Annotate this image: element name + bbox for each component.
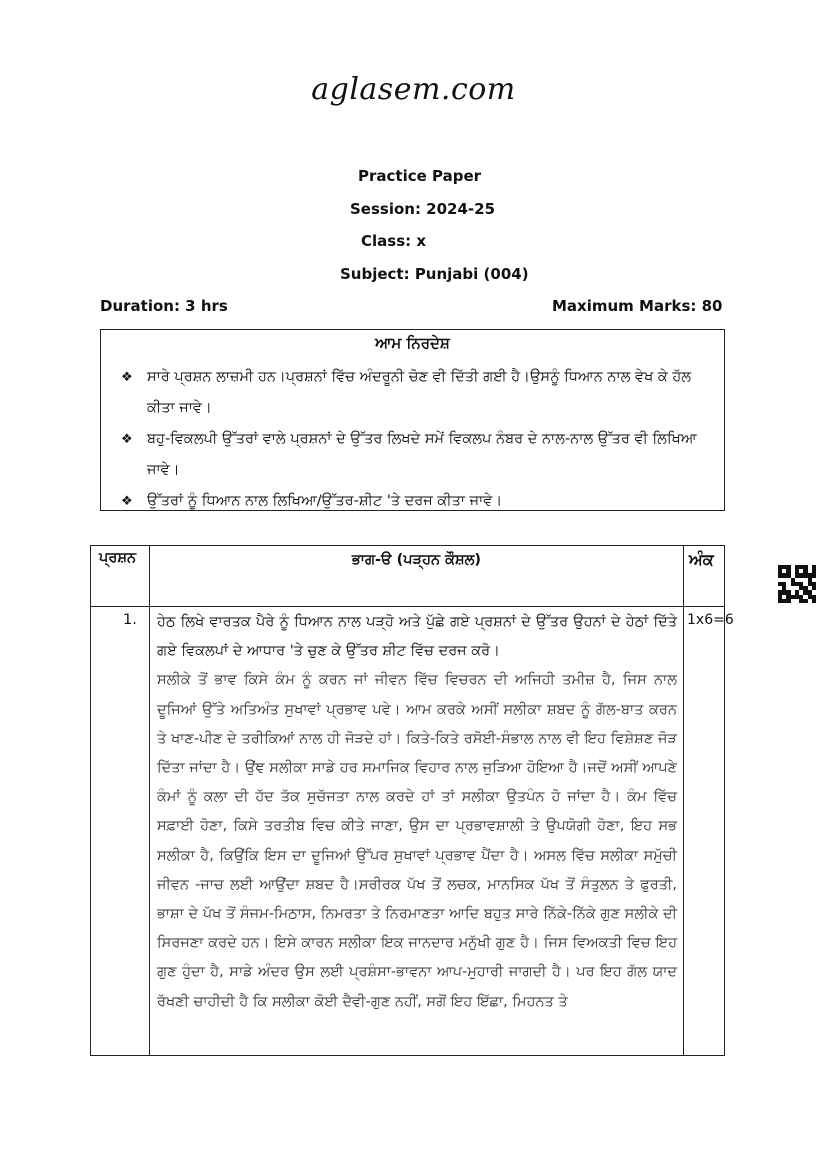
diamond-bullet-icon: ❖	[121, 370, 133, 385]
header-question: ਪ੍ਰਸ਼ਨ	[99, 550, 137, 566]
header-section: ਭਾਗ-ੳ (ਪੜ੍ਹਨ ਕੌਸ਼ਲ)	[351, 552, 482, 568]
question-marks: 1x6=6	[687, 612, 734, 628]
diamond-bullet-icon: ❖	[121, 494, 133, 509]
instruction-text: ਬਹੁ-ਵਿਕਲਪੀ ਉੱਤਰਾਂ ਵਾਲੇ ਪ੍ਰਸ਼ਨਾਂ ਦੇ ਉੱਤਰ ਲਿਖਦੇ ਸਮੇਂ ਵਿਕਲਪ ਨੰਬਰ ਦੇ ਨਾਲ-ਨਾਲ ਉੱਤਰ ਵੀ ਲਿਖਿਆ ਜਾਵੇ।	[147, 431, 697, 478]
subject-label: Subject: Punjabi (004)	[340, 265, 529, 283]
instructions-list	[117, 362, 717, 517]
site-logo: aglasem.com	[311, 72, 516, 107]
qr-code-icon	[778, 565, 816, 603]
column-divider	[683, 546, 684, 1055]
diamond-bullet-icon: ❖	[121, 432, 133, 447]
question-instruction: ਹੇਠ ਲਿਖੇ ਵਾਰਤਕ ਪੈਰੇ ਨੂੰ ਧਿਆਨ ਨਾਲ ਪੜ੍ਹੋ ਅਤੇ ਪੁੱਛੇ ਗਏ ਪ੍ਰਸ਼ਨਾਂ ਦੇ ਉੱਤਰ ਉਹਨਾਂ ਦੇ ਹੇਠਾਂ ਦਿੱਤੇ ਗਏ ਵਿਕਲਪਾਂ ਦੇ ਆਧਾਰ 'ਤੇ ਚੁਣ ਕੇ ਉੱਤਰ ਸ਼ੀਟ ਵਿੱਚ ਦਰਜ ਕਰੋ।	[157, 614, 677, 660]
reading-passage: ਸਲੀਕੇ ਤੋਂ ਭਾਵ ਕਿਸੇ ਕੰਮ ਨੂੰ ਕਰਨ ਜਾਂ ਜੀਵਨ ਵਿੱਚ ਵਿਚਰਨ ਦੀ ਅਜਿਹੀ ਤਮੀਜ਼ ਹੈ, ਜਿਸ ਨਾਲ ਦੂਜਿਆਂ ਉੱਤੇ ਅਤਿਅੰਤ ਸੁਖਾਵਾਂ ਪ੍ਰਭਾਵ ਪਵੇ। ਆਮ ਕਰਕੇ ਅਸੀਂ ਸਲੀਕਾ ਸ਼ਬਦ ਨੂੰ ਗੱਲ-ਬਾਤ ਕਰਨ ਤੇ ਖਾਣ-ਪੀਣ ਦੇ ਤਰੀਕਿਆਂ ਨਾਲ ਹੀ ਜੋੜਦੇ ਹਾਂ। ਕਿਤੇ-ਕਿਤੇ ਰਸੋਈ-ਸੰਭਾਲ ਨਾਲ ਵੀ ਇਹ ਵਿਸ਼ੇਸ਼ਣ ਜੋੜ ਦਿੱਤਾ ਜਾਂਦਾ ਹੈ। ਉਂਞ ਸਲੀਕਾ ਸਾਡੇ ਹਰ ਸਮਾਜਿਕ ਵਿਹਾਰ ਨਾਲ ਜੁੜਿਆ ਹੋਇਆ ਹੈ।ਜਦੋਂ ਅਸੀਂ ਆਪਣੇ ਕੰਮਾਂ ਨੂੰ ਕਲਾ ਦੀ ਹੱਦ ਤੱਕ ਸੁਚੱਜਤਾ ਨਾਲ ਕਰਦੇ ਹਾਂ ਤਾਂ ਸਲੀਕਾ ਉਤਪੰਨ ਹੋ ਜਾਂਦਾ ਹੈ। ਕੰਮ ਵਿੱਚ ਸਫ਼ਾਈ ਹੋਣਾ, ਕਿਸੇ ਤਰਤੀਬ ਵਿਚ ਕੀਤੇ ਜਾਣਾ, ਉਸ ਦਾ ਪ੍ਰਭਾਵਸ਼ਾਲੀ ਤੇ ਉਪਯੋਗੀ ਹੋਣਾ, ਇਹ ਸਭ ਸਲੀਕਾ ਹੈ, ਕਿਉਂਕਿ ਇਸ ਦਾ ਦੂਜਿਆਂ ਉੱਪਰ ਸੁਖਾਵਾਂ ਪ੍ਰਭਾਵ ਪੈਂਦਾ ਹੈ। ਅਸਲ ਵਿੱਚ ਸਲੀਕਾ ਸਮੁੱਚੀ ਜੀਵਨ -ਜਾਚ ਲਈ ਆਉਂਦਾ ਸ਼ਬਦ ਹੈ।ਸਰੀਰਕ ਪੱਖ ਤੋਂ ਲਚਕ, ਮਾਨਸਿਕ ਪੱਖ ਤੋਂ ਸੰਤੁਲਨ ਤੇ ਫੁਰਤੀ, ਭਾਸ਼ਾ ਦੇ ਪੱਖ ਤੋਂ ਸੰਜਮ-ਮਿਠਾਸ, ਨਿਮਰਤਾ ਤੇ ਨਿਰਮਾਣਤਾ ਆਦਿ ਬਹੁਤ ਸਾਰੇ ਨਿੱਕੇ-ਨਿੱਕੇ ਗੁਣ ਸਲੀਕੇ ਦੀ ਸਿਰਜਣਾ ਕਰਦੇ ਹਨ। ਇਸੇ ਕਾਰਨ ਸਲੀਕਾ ਇਕ ਜਾਨਦਾਰ ਮਨੁੱਖੀ ਗੁਣ ਹੈ। ਜਿਸ ਵਿਅਕਤੀ ਵਿਚ ਇਹ ਗੁਣ ਹੁੰਦਾ ਹੈ, ਸਾਡੇ ਅੰਦਰ ਉਸ ਲਈ ਪ੍ਰਸ਼ੰਸਾ-ਭਾਵਨਾ ਆਪ-ਮੁਹਾਰੀ ਜਾਗਦੀ ਹੈ। ਪਰ ਇਹ ਗੱਲ ਯਾਦ ਰੱਖਣੀ ਚਾਹੀਦੀ ਹੈ ਕਿ ਸਲੀਕਾ ਕੋਈ ਦੈਵੀ-ਗੁਣ ਨਹੀਂ, ਸਗੋਂ ਇਹ ਇੱਛਾ, ਮਿਹਨਤ ਤੇ	[157, 672, 677, 1010]
instruction-text: ਉੱਤਰਾਂ ਨੂੰ ਧਿਆਨ ਨਾਲ ਲਿਖਿਆ/ਉੱਤਰ-ਸ਼ੀਟ 'ਤੇ ਦਰਜ ਕੀਤਾ ਜਾਵੇ।	[147, 493, 503, 509]
instruction-item	[117, 486, 717, 517]
class-label: Class: x	[361, 232, 427, 250]
instructions-title: ਆਮ ਨਿਰਦੇਸ਼	[375, 334, 450, 352]
general-instructions-box	[100, 329, 725, 511]
instruction-text: ਸਾਰੇ ਪ੍ਰਸ਼ਨ ਲਾਜ਼ਮੀ ਹਨ।ਪ੍ਰਸ਼ਨਾਂ ਵਿੱਚ ਅੰਦਰੂਨੀ ਚੋਣ ਵੀ ਦਿੱਤੀ ਗਈ ਹੈ।ਉਸਨੂੰ ਧਿਆਨ ਨਾਲ ਵੇਖ ਕੇ ਹੱਲ ਕੀਤਾ ਜਾਵੇ।	[147, 369, 692, 416]
header-marks: ਅੰਕ	[689, 550, 714, 569]
max-marks-label: Maximum Marks: 80	[552, 297, 723, 315]
paper-title: Practice Paper	[358, 167, 482, 185]
question-body	[157, 608, 677, 1017]
instruction-item	[117, 362, 717, 424]
question-table	[90, 545, 734, 1056]
question-number: 1.	[123, 612, 137, 628]
session-label: Session: 2024-25	[350, 200, 496, 218]
instruction-item	[117, 424, 717, 486]
qr-module	[812, 599, 816, 603]
duration-label: Duration: 3 hrs	[100, 297, 228, 315]
column-divider	[149, 546, 150, 1055]
header-row-divider	[91, 606, 724, 607]
